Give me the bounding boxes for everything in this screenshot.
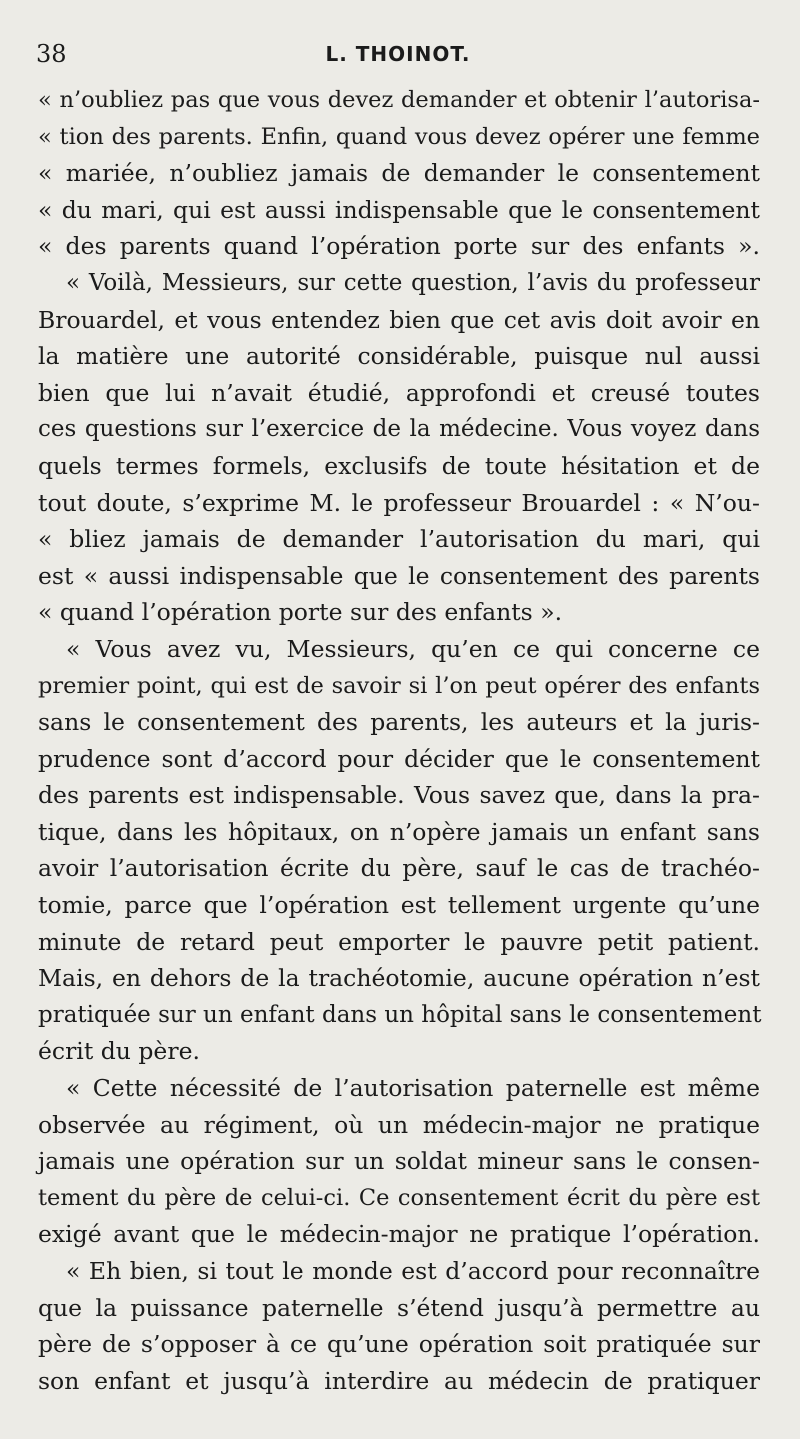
text-line: « Voilà, Messieurs, sur cette question, l’avis du professeur — [66, 269, 760, 296]
text-line: avoir l’autorisation écrite du père, sauf le cas de trachéo- — [38, 854, 760, 883]
text-line: premier point, qui est de savoir si l’on peut opérer des enfants — [38, 672, 760, 699]
text-line: jamais une opération sur un soldat mineur sans le consen- — [38, 1147, 760, 1176]
text-line: père de s’opposer à ce qu’une opération soit pratiquée sur — [38, 1330, 760, 1359]
text-line: prudence sont d’accord pour décider que le consentement — [38, 744, 760, 773]
text-line: « bliez jamais de demander l’autorisation du mari, qui — [38, 525, 760, 554]
text-line: que la puissance paternelle s’étend jusqu’à permettre au — [38, 1293, 760, 1322]
text-line: tique, dans les hôpitaux, on n’opère jamais un enfant sans — [38, 817, 760, 846]
text-line: est « aussi indispensable que le consentement des parents — [38, 561, 760, 590]
running-head: L. THOINOT. — [325, 42, 471, 66]
body-text — [38, 82, 760, 1399]
text-line: quels termes formels, exclusifs de toute hésitation et de — [38, 451, 760, 480]
text-line: tement du père de celui-ci. Ce consentement écrit du père est — [38, 1184, 760, 1211]
text-line: « Eh bien, si tout le monde est d’accord pour reconnaître — [66, 1257, 760, 1285]
text-line: minute de retard peut emporter le pauvre petit patient. — [38, 927, 760, 956]
text-line: « Cette nécessité de l’autorisation paternelle est même — [66, 1074, 760, 1103]
text-line: son enfant et jusqu’à interdire au médecin de pratiquer — [38, 1366, 760, 1395]
text-line: écrit du père. — [38, 1037, 200, 1066]
text-line: exigé avant que le médecin-major ne pratique l’opération. — [38, 1220, 760, 1249]
text-line: « des parents quand l’opération porte sur des enfants ». — [38, 232, 760, 261]
text-line: observée au régiment, où un médecin-major ne pratique — [38, 1110, 760, 1139]
text-line: ces questions sur l’exercice de la médecine. Vous voyez dans — [38, 416, 760, 443]
text-line: tout doute, s’exprime M. le professeur Brouardel : « N’ou- — [38, 488, 760, 517]
text-line: Brouardel, et vous entendez bien que cet avis doit avoir en — [38, 305, 760, 334]
text-line: « Vous avez vu, Messieurs, qu’en ce qui concerne ce — [66, 634, 760, 663]
text-line: pratiquée sur un enfant dans un hôpital sans le consentement — [38, 1001, 762, 1028]
text-line: « tion des parents. Enfin, quand vous devez opérer une femme — [38, 123, 760, 150]
text-line: tomie, parce que l’opération est tellement urgente qu’une — [38, 891, 760, 920]
text-line: la matière une autorité considérable, puisque nul aussi — [38, 342, 760, 371]
page-header — [36, 40, 760, 74]
text-line: sans le consentement des parents, les auteurs et la juris- — [38, 708, 760, 737]
text-line: des parents est indispensable. Vous savez que, dans la pra- — [38, 781, 760, 810]
text-line: « du mari, qui est aussi indispensable que le consentement — [38, 195, 760, 224]
page-number: 38 — [36, 40, 67, 68]
text-line: « quand l’opération porte sur des enfants ». — [38, 598, 563, 627]
text-line: bien que lui n’avait étudié, approfondi et creusé toutes — [38, 378, 760, 407]
text-line: Mais, en dehors de la trachéotomie, aucune opération n’est — [38, 964, 760, 993]
text-line: « n’oubliez pas que vous devez demander et obtenir l’autorisa- — [38, 87, 760, 113]
text-line: « mariée, n’oubliez jamais de demander le consentement — [38, 159, 760, 188]
